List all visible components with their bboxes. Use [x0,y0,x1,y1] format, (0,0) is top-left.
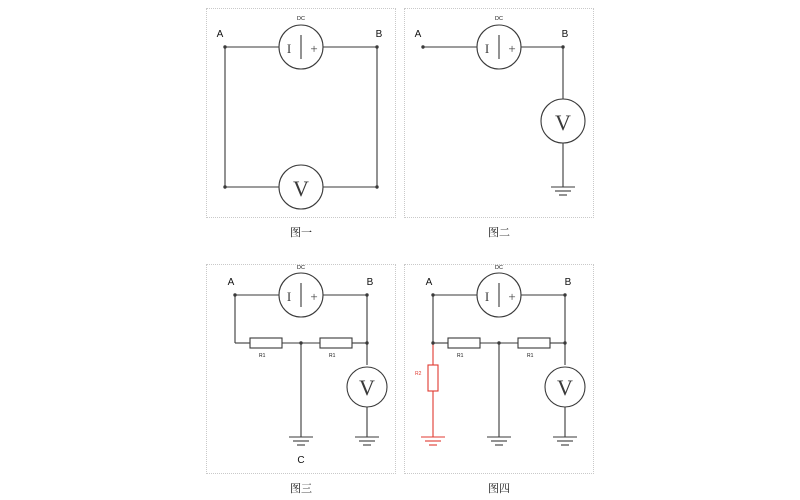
junction-dot [431,341,434,344]
voltmeter-label: V [555,110,571,135]
source-current-glyph: I [484,289,490,304]
junction-dot [563,341,566,344]
figure-panel-2 [404,8,594,218]
node-label-b: B [366,277,374,288]
figure-2-schematic [405,9,593,217]
junction-dot [375,45,378,48]
junction-dot [233,293,236,296]
resistor-r1-left-symbol [250,338,282,348]
ground-symbol-right [553,437,577,445]
resistor-r1-right-symbol [518,338,550,348]
junction-dot [223,185,226,188]
resistor-r1-left-symbol [448,338,480,348]
junction-dot [497,341,500,344]
node-label-b: B [564,277,572,288]
ground-symbol-right [355,437,379,445]
voltmeter-label: V [293,176,309,201]
junction-dot [299,341,302,344]
source-label-dc: DC [495,16,503,22]
source-current-glyph: I [286,41,292,56]
source-label-dc: DC [297,16,305,22]
junction-dot [561,45,564,48]
node-label-a: A [227,277,235,288]
ground-symbol [551,187,575,195]
source-plus-glyph: + [310,289,318,304]
node-label-b: B [561,29,569,40]
node-label-b: B [375,29,383,40]
resistor-r2-symbol [428,365,438,391]
figure-panel-3 [206,264,396,474]
figure-1-schematic [207,9,395,217]
figure-panel-1 [206,8,396,218]
source-current-glyph: I [484,41,490,56]
ground-symbol-left [421,437,445,445]
junction-dot [421,45,424,48]
source-plus-glyph: + [508,289,516,304]
ground-symbol-center [289,437,313,445]
figure-panel-4 [404,264,594,474]
junction-dot [375,185,378,188]
figure-1-caption: 图一 [290,227,312,239]
resistor-r1-left-label: R1 [259,353,266,359]
voltmeter-label: V [557,375,573,400]
source-label-dc: DC [297,265,305,271]
figure-2-caption: 图二 [488,227,510,239]
junction-dot [365,341,368,344]
figure-3-schematic [207,265,395,473]
resistor-r1-left-label: R1 [457,353,464,359]
figure-4-caption: 图四 [488,483,510,495]
resistor-r2-label: R2 [415,371,422,377]
junction-dot [365,293,368,296]
resistor-r1-right-label: R1 [527,353,534,359]
figure-4-schematic [405,265,593,473]
voltmeter-label: V [359,375,375,400]
resistor-r1-right-label: R1 [329,353,336,359]
junction-dot [563,293,566,296]
node-label-a: A [414,29,422,40]
resistor-r1-right-symbol [320,338,352,348]
node-label-a: A [216,29,224,40]
junction-dot [431,293,434,296]
figure-3-caption: 图三 [290,483,312,495]
junction-dot [223,45,226,48]
source-plus-glyph: + [310,41,318,56]
source-plus-glyph: + [508,41,516,56]
node-label-a: A [425,277,433,288]
source-current-glyph: I [286,289,292,304]
source-label-dc: DC [495,265,503,271]
ground-symbol-center [487,437,511,445]
node-label-c: C [297,455,305,466]
